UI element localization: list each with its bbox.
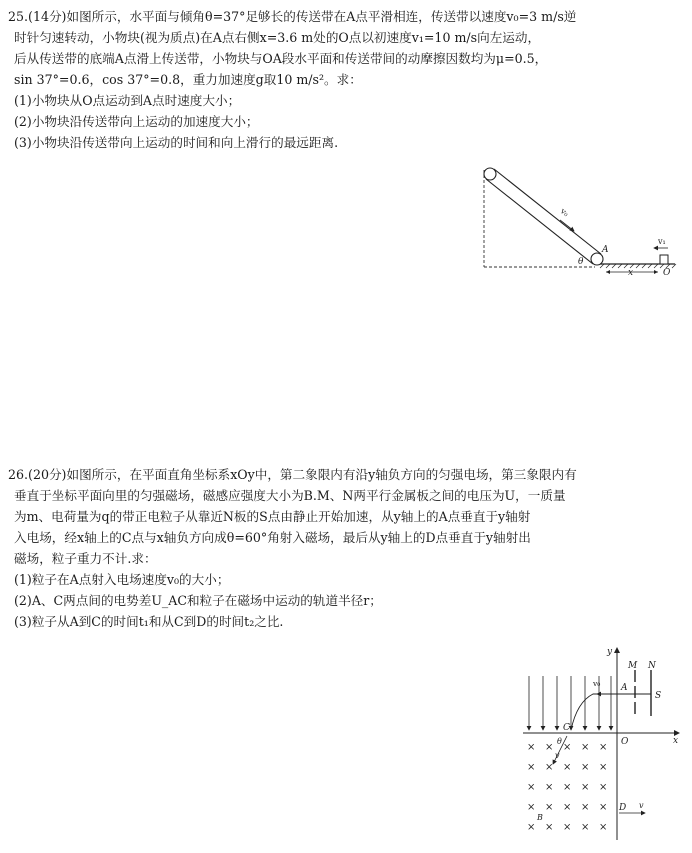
svg-text:×: × — [581, 762, 590, 773]
label-C: C — [563, 723, 570, 733]
svg-text:×: × — [527, 802, 536, 813]
svg-text:×: × — [527, 822, 536, 833]
svg-text:×: × — [563, 762, 572, 773]
p26-line-3: 为m、电荷量为q的带正电粒子从靠近N板的S点由静止开始加速，从y轴上的A点垂直于y轴射 — [14, 509, 531, 524]
label-v-C: v — [555, 751, 560, 760]
svg-text:×: × — [599, 762, 608, 773]
svg-text:×: × — [527, 782, 536, 793]
label-theta-26: θ — [557, 737, 562, 746]
svg-text:×: × — [563, 822, 572, 833]
svg-text:×: × — [527, 762, 536, 773]
label-A-point: A — [621, 683, 628, 693]
svg-text:×: × — [581, 802, 590, 813]
p25-question-1: (1)小物块从O点运动到A点时速度大小； — [14, 93, 241, 108]
label-D: D — [619, 803, 627, 813]
p25-line-1: 25.(14分)如图所示，水平面与倾角θ=37°足够长的传送带在A点平滑相连，传送带以速度v₀=3 m/s逆 — [8, 9, 577, 24]
svg-text:×: × — [545, 762, 554, 773]
label-v-out: v — [639, 801, 644, 810]
label-O: O — [663, 268, 671, 278]
svg-text:×: × — [581, 742, 590, 753]
p26-line-4: 入电场，经x轴上的C点与x轴负方向成θ=60°角射入磁场，最后从y轴上的D点垂直于y轴射出 — [14, 530, 531, 545]
svg-text:×: × — [599, 802, 608, 813]
problem-26 — [8, 464, 688, 632]
label-origin: O — [621, 737, 629, 747]
svg-text:×: × — [599, 822, 608, 833]
label-y: y — [607, 647, 613, 657]
label-N: N — [648, 661, 656, 671]
svg-text:×: × — [563, 782, 572, 793]
label-v0: v₀ — [558, 206, 571, 219]
conveyor-belt — [484, 168, 603, 265]
label-theta: θ — [578, 257, 584, 267]
small-block — [660, 255, 668, 264]
p26-question-2: (2)A、C两点间的电势差U_AC和粒子在磁场中运动的轨道半径r； — [14, 593, 382, 608]
p26-figure — [515, 640, 690, 845]
label-v1: v₁ — [658, 237, 666, 246]
p25-question-3: (3)小物块沿传送带向上运动的时间和向上滑行的最远距离. — [14, 135, 339, 150]
label-M: M — [628, 661, 638, 671]
p26-line-5: 磁场，粒子重力不计.求： — [14, 551, 157, 566]
problem-25 — [8, 6, 688, 153]
p26-line-2: 垂直于坐标平面向里的匀强磁场，磁感应强度大小为B.M、N两平行金属板之间的电压为U，一质量 — [14, 488, 566, 503]
label-B: B — [537, 813, 543, 822]
p25-figure — [470, 160, 685, 280]
svg-text:×: × — [545, 782, 554, 793]
svg-text:×: × — [563, 742, 572, 753]
svg-text:×: × — [545, 742, 554, 753]
svg-text:×: × — [545, 802, 554, 813]
p25-line-2: 时针匀速转动，小物块(视为质点)在A点右侧x=3.6 m处的O点以初速度v₁=10 m/s向左运动， — [14, 30, 541, 45]
p26-question-1: (1)粒子在A点射入电场速度v₀的大小； — [14, 572, 230, 587]
p26-question-3: (3)粒子从A到C的时间t₁和从C到D的时间t₂之比. — [14, 614, 284, 629]
svg-text:×: × — [599, 782, 608, 793]
svg-text:×: × — [581, 782, 590, 793]
p25-line-3: 后从传送带的底端A点滑上传送带，小物块与OA段水平面和传送带间的动摩擦因数均为μ=0.5， — [14, 51, 548, 66]
svg-text:×: × — [545, 822, 554, 833]
svg-text:×: × — [563, 802, 572, 813]
p25-line-4: sin 37°=0.6，cos 37°=0.8，重力加速度g取10 m/s²。求： — [14, 72, 362, 87]
p26-line-1: 26.(20分)如图所示，在平面直角坐标系xOy中，第二象限内有沿y轴负方向的匀强电场，第三象限内有 — [8, 467, 577, 482]
label-A: A — [602, 245, 609, 255]
svg-text:×: × — [527, 742, 536, 753]
label-x-axis: x — [673, 736, 679, 746]
label-x: x — [628, 268, 634, 278]
label-S: S — [655, 691, 662, 701]
belt-velocity-arrow — [560, 220, 574, 231]
p25-question-2: (2)小物块沿传送带向上运动的加速度大小； — [14, 114, 259, 129]
label-v0-26: v₀ — [593, 679, 601, 688]
svg-text:×: × — [599, 742, 608, 753]
svg-text:×: × — [581, 822, 590, 833]
